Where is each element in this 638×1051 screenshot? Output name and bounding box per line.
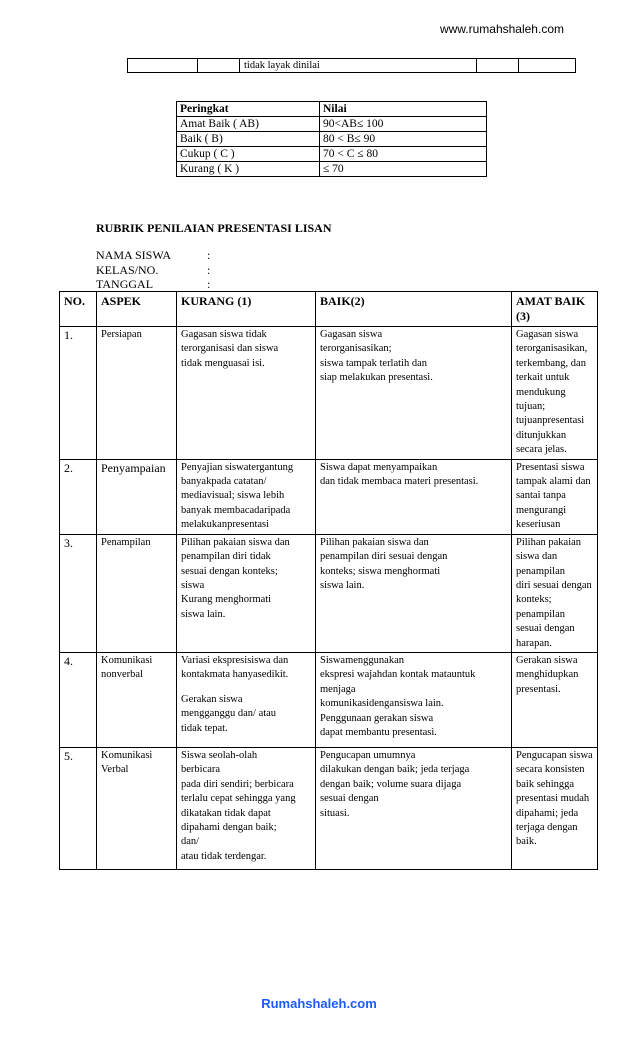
table-row: 5. Komunikasi Verbal Siswa seolah-olah berbicara pada diri sendiri; berbicara terlalu cepat sehingga yang dikatakan tidak dapat dipahami dengan baik; dan/ atau tidak terdengar. Pengucapan umumnya dilakukan dengan baik; jeda terjaga dengan baik; volume suara dijaga sesuai dengan situasi. Pengucapan siswa secara konsisten baik sehingga presentasi mudah dipahami; jeda terjaga dengan baik. bbox=[60, 747, 598, 869]
amat-baik-cell: Pilihan pakaian siswa dan penampilan diri sesuai dengan konteks; penampilan sesuai dengan harapan. bbox=[512, 534, 598, 652]
kurang-cell: Gagasan siswa tidak terorganisasi dan siswa tidak menguasai isi. bbox=[177, 327, 316, 460]
amat-baik-cell: Pengucapan siswa secara konsisten baik sehingga presentasi mudah dipahami; jeda terjaga dengan baik. bbox=[512, 747, 598, 869]
table-row: 4. Komunikasi nonverbal Variasi ekspresisiswa dan kontakmata hanyasedikit. Gerakan siswa mengganggu dan/ atau tidak tepat. Siswamenggunakan ekspresi wajahdan kontak matauntuk menjaga komunikasidengansiswa lain. Penggunaan gerakan siswa dapat membantu presentasi. Gerakan siswa menghidupkan presentasi. bbox=[60, 652, 598, 747]
amat-baik-cell: Presentasi siswa tampak alami dan santai tanpa mengurangi keseriusan bbox=[512, 459, 598, 534]
footer-link[interactable]: Rumahshaleh.com bbox=[261, 996, 377, 1011]
kurang-cell: Variasi ekspresisiswa dan kontakmata hanyasedikit. Gerakan siswa mengganggu dan/ atau tidak tepat. bbox=[177, 652, 316, 747]
grade-header-rank: Peringkat bbox=[177, 102, 320, 117]
grade-row: Kurang ( K ) ≤ 70 bbox=[177, 162, 487, 177]
baik-cell: Gagasan siswa terorganisasikan; siswa tampak terlatih dan siap melakukan presentasi. bbox=[316, 327, 512, 460]
kurang-cell: Pilihan pakaian siswa dan penampilan diri tidak sesuai dengan konteks; siswa Kurang menghormati siswa lain. bbox=[177, 534, 316, 652]
table-row: 1. Persiapan Gagasan siswa tidak terorganisasi dan siswa tidak menguasai isi. Gagasan siswa terorganisasikan; siswa tampak terlatih dan siap melakukan presentasi. Gagasan siswa terorganisasikan, terkembang, dan terkait untuk mendukung tujuan; tujuanpresentasi ditunjukkan secara jelas. bbox=[60, 327, 598, 460]
table-row: 3. Penampilan Pilihan pakaian siswa dan penampilan diri tidak sesuai dengan konteks; siswa Kurang menghormati siswa lain. Pilihan pakaian siswa dan penampilan diri sesuai dengan konteks; siswa menghormati siswa lain. Pilihan pakaian siswa dan penampilan diri sesuai dengan konteks; penampilan sesuai dengan harapan. bbox=[60, 534, 598, 652]
baik-cell: Pilihan pakaian siswa dan penampilan diri sesuai dengan konteks; siswa menghormati siswa lain. bbox=[316, 534, 512, 652]
baik-cell: Pengucapan umumnya dilakukan dengan baik; jeda terjaga dengan baik; volume suara dijaga sesuai dengan situasi. bbox=[316, 747, 512, 869]
grade-table bbox=[176, 101, 487, 177]
kurang-cell: Siswa seolah-olah berbicara pada diri sendiri; berbicara terlalu cepat sehingga yang dikatakan tidak dapat dipahami dengan baik; dan/ atau tidak terdengar. bbox=[177, 747, 316, 869]
header-url: www.rumahshaleh.com bbox=[439, 22, 564, 36]
identity-name: NAMA SISWA : bbox=[96, 248, 211, 262]
aspek-cell: Penyampaian bbox=[97, 459, 177, 534]
aspek-cell: Komunikasi nonverbal bbox=[97, 652, 177, 747]
amat-baik-cell: Gerakan siswa menghidupkan presentasi. bbox=[512, 652, 598, 747]
aspek-cell: Persiapan bbox=[97, 327, 177, 460]
identity-class: KELAS/NO. : bbox=[96, 263, 211, 277]
grade-row: Baik ( B) 80 < B≤ 90 bbox=[177, 132, 487, 147]
rubric-header-row bbox=[60, 292, 598, 327]
header-kurang: KURANG (1) bbox=[177, 292, 316, 327]
amat-baik-cell: Gagasan siswa terorganisasikan, terkembang, dan terkait untuk mendukung tujuan; tujuanpresentasi ditunjukkan secara jelas. bbox=[512, 327, 598, 460]
baik-cell: Siswa dapat menyampaikan dan tidak membaca materi presentasi. bbox=[316, 459, 512, 534]
rubric-table bbox=[59, 291, 598, 870]
aspek-cell: Penampilan bbox=[97, 534, 177, 652]
baik-cell: Siswamenggunakan ekspresi wajahdan kontak matauntuk menjaga komunikasidengansiswa lain. Penggunaan gerakan siswa dapat membantu presentasi. bbox=[316, 652, 512, 747]
top-fragment-text: tidak layak dinilai bbox=[240, 59, 477, 73]
header-no: NO. bbox=[60, 292, 97, 327]
identity-date: TANGGAL : bbox=[96, 277, 211, 291]
grade-row: Amat Baik ( AB) 90<AB≤ 100 bbox=[177, 117, 487, 132]
top-table-fragment bbox=[127, 58, 576, 73]
grade-row: Cukup ( C ) 70 < C ≤ 80 bbox=[177, 147, 487, 162]
table-row: 2. Penyampaian Penyajian siswatergantung banyakpada catatan/ mediavisual; siswa lebih banyak membacadaripada melakukanpresentasi Siswa dapat menyampaikan dan tidak membaca materi presentasi. Presentasi siswa tampak alami dan santai tanpa mengurangi keseriusan bbox=[60, 459, 598, 534]
header-baik: BAIK(2) bbox=[316, 292, 512, 327]
header-amat-baik: AMAT BAIK (3) bbox=[512, 292, 598, 327]
header-aspek: ASPEK bbox=[97, 292, 177, 327]
kurang-cell: Penyajian siswatergantung banyakpada catatan/ mediavisual; siswa lebih banyak membacadaripada melakukanpresentasi bbox=[177, 459, 316, 534]
rubric-title: RUBRIK PENILAIAN PRESENTASI LISAN bbox=[96, 221, 332, 235]
aspek-cell: Komunikasi Verbal bbox=[97, 747, 177, 869]
grade-header-value: Nilai bbox=[320, 102, 487, 117]
